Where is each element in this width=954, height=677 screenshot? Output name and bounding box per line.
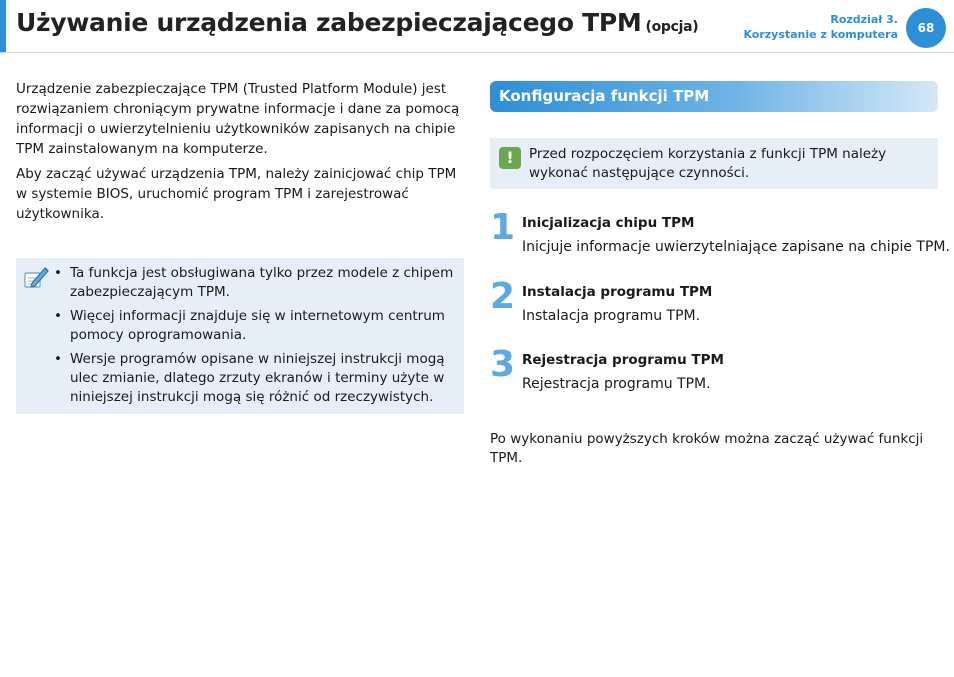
setup-paragraph: Aby zacząć używać urządzenia TPM, należy zainicjować chip TPM w systemie BIOS, uruchomić program TPM i zarejestrować użytkownika. bbox=[16, 166, 457, 222]
note-list bbox=[54, 264, 456, 412]
note-text: Wersje programów opisane w niniejszej instrukcji mogą ulec zmianie, dlatego zrzuty ekranów i terminy użyte w niniejszej instrukcji mogą się różnić od rzeczywistych. bbox=[70, 351, 445, 405]
step-number: 2 bbox=[490, 276, 516, 317]
step-title: Inicjalizacja chipu TPM bbox=[522, 215, 695, 231]
exclamation-icon: ! bbox=[499, 147, 521, 169]
page-title-text: Używanie urządzenia zabezpieczającego TPM bbox=[16, 8, 642, 37]
step-title: Rejestracja programu TPM bbox=[522, 352, 724, 368]
page-number-badge bbox=[906, 8, 946, 48]
page-number: 68 bbox=[917, 21, 935, 35]
pencil-note-icon bbox=[22, 264, 50, 292]
step-number: 1 bbox=[490, 207, 516, 248]
note-bullet: • bbox=[54, 265, 62, 281]
note-bullet: • bbox=[54, 308, 62, 324]
warning-text: Przed rozpoczęciem korzystania z funkcji TPM należy wykonać następujące czynności. bbox=[529, 146, 887, 181]
note-box bbox=[16, 258, 464, 414]
closing-paragraph: Po wykonaniu powyższych kroków można zacząć używać funkcji TPM. bbox=[490, 431, 924, 466]
chapter-info bbox=[743, 12, 898, 42]
header-accent-bar bbox=[0, 0, 6, 52]
header-divider bbox=[0, 52, 954, 53]
note-text: Więcej informacji znajduje się w internetowym centrum pomocy oprogramowania. bbox=[70, 308, 445, 343]
step-title: Instalacja programu TPM bbox=[522, 284, 713, 300]
note-item bbox=[54, 350, 456, 407]
step-number: 3 bbox=[490, 344, 516, 385]
page-title bbox=[16, 8, 698, 37]
note-item bbox=[54, 307, 456, 345]
step-description: Rejestracja programu TPM. bbox=[522, 376, 711, 392]
page-subtitle: (opcja) bbox=[645, 19, 699, 35]
warning-box bbox=[490, 138, 938, 189]
chapter-name: Korzystanie z komputera bbox=[743, 28, 898, 41]
note-bullet: • bbox=[54, 351, 62, 367]
chapter-label: Rozdział 3. bbox=[830, 13, 898, 26]
section-title: Konfiguracja funkcji TPM bbox=[499, 87, 710, 105]
intro-paragraph: Urządzenie zabezpieczające TPM (Trusted Platform Module) jest rozwiązaniem chroniącym prywatne informacje i dane za pomocą informacji o uwierzytelnieniu użytkowników zapisanych na chipie TPM zainstalowanym na komputerze. bbox=[16, 81, 460, 157]
note-item bbox=[54, 264, 456, 302]
section-header bbox=[490, 81, 938, 112]
step-description: Instalacja programu TPM. bbox=[522, 308, 701, 324]
note-text: Ta funkcja jest obsługiwana tylko przez modele z chipem zabezpieczającym TPM. bbox=[70, 265, 454, 300]
step-description: Inicjuje informacje uwierzytelniające zapisane na chipie TPM. bbox=[522, 239, 950, 255]
